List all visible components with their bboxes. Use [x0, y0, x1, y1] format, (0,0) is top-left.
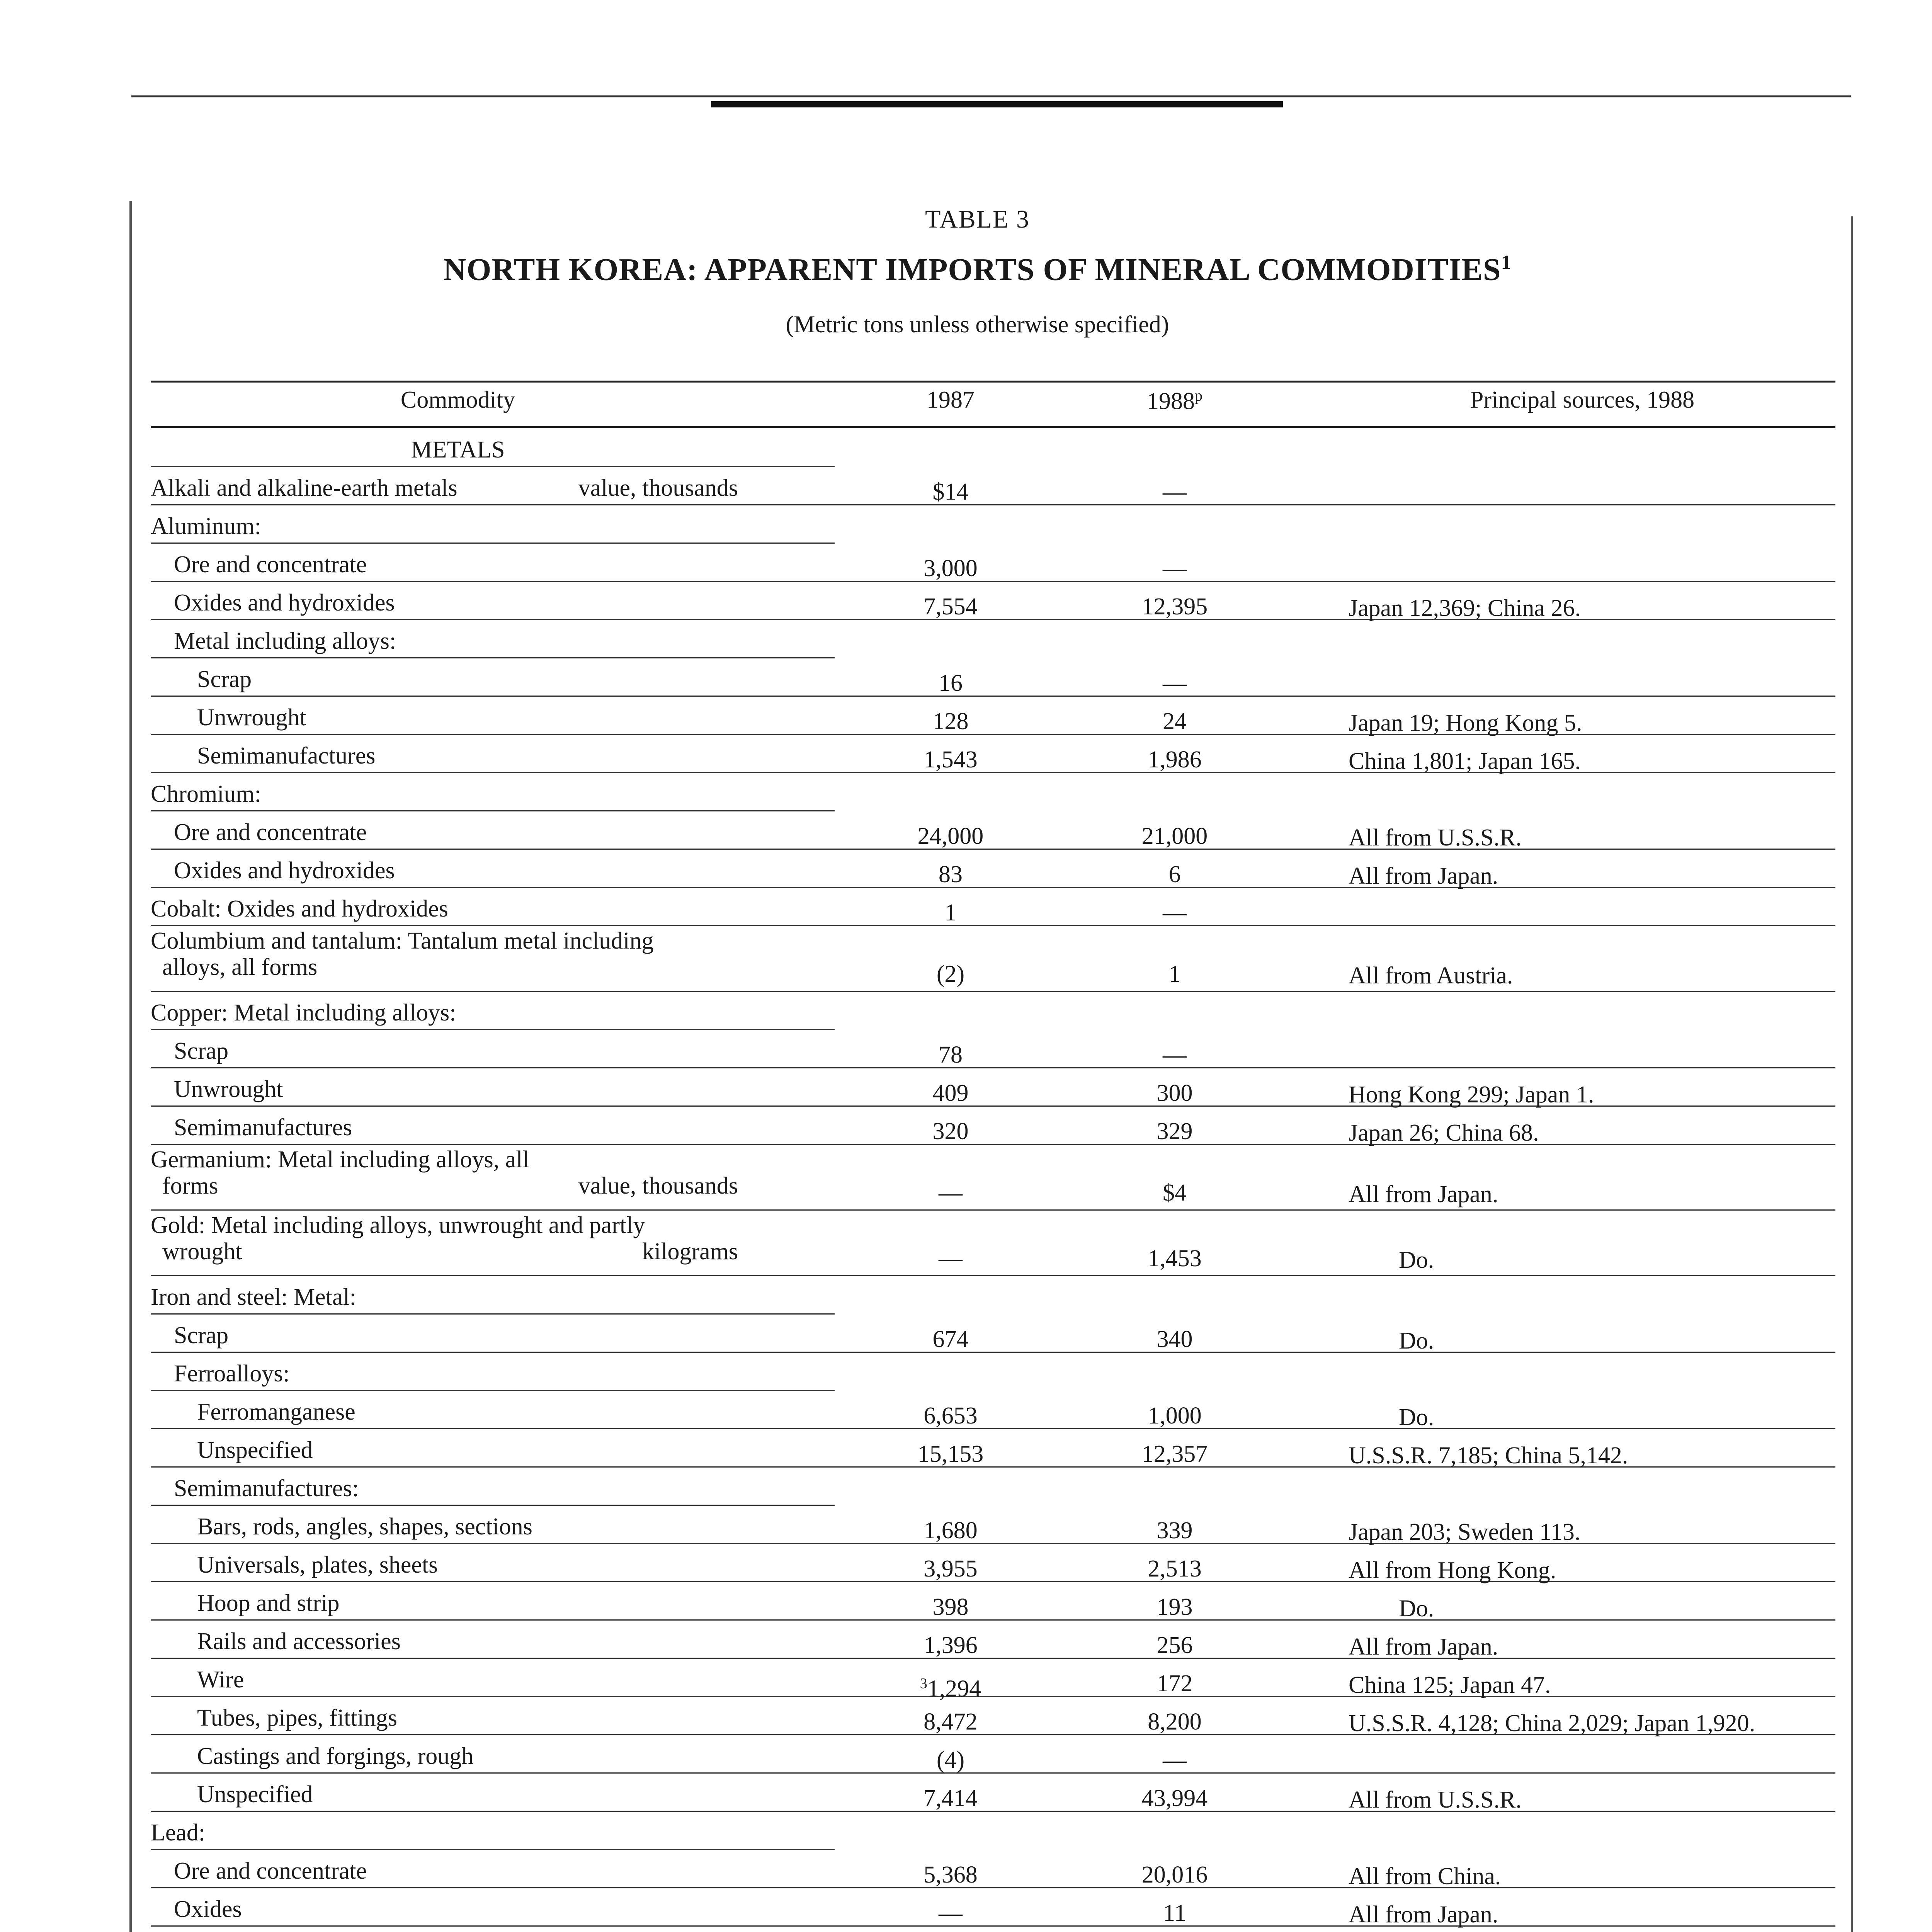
value-1987: $14	[932, 479, 969, 505]
value-1987-footnote: 3	[920, 1675, 927, 1692]
header-1988	[1055, 386, 1294, 415]
commodity-name: Ore and concentrate	[174, 1858, 367, 1884]
table-row	[0, 1621, 1932, 1659]
value-1987: 1,680	[923, 1517, 978, 1544]
principal-sources: U.S.S.R. 7,185; China 5,142.	[1349, 1442, 1628, 1469]
table-row	[0, 1812, 1932, 1850]
value-1987: 1,396	[923, 1632, 978, 1658]
table-row	[0, 1145, 1932, 1211]
table-row	[0, 582, 1932, 620]
header-1988-preliminary-mark: p	[1195, 387, 1202, 404]
value-1987: —	[939, 1900, 963, 1926]
commodity-name: Scrap	[197, 666, 252, 692]
principal-sources: All from Japan.	[1349, 1901, 1498, 1928]
table-row	[0, 1315, 1932, 1353]
principal-sources: Japan 26; China 68.	[1349, 1120, 1539, 1146]
table-row	[0, 888, 1932, 926]
header-1988-year: 1988	[1147, 388, 1195, 415]
header-commodity: Commodity	[400, 387, 515, 413]
unit-label: value, thousands	[578, 1173, 738, 1199]
principal-sources: All from Japan.	[1349, 863, 1498, 889]
table-row	[0, 1659, 1932, 1702]
principal-sources: China 1,801; Japan 165.	[1349, 748, 1581, 774]
principal-sources: Japan 12,369; China 26.	[1349, 595, 1581, 621]
value-1988: 172	[1156, 1670, 1193, 1697]
table-row	[0, 773, 1932, 811]
commodity-name: Oxides	[174, 1896, 242, 1922]
value-1988: 1	[1168, 961, 1181, 987]
commodity-name: Ferroalloys:	[174, 1361, 290, 1387]
value-1988: 256	[1156, 1632, 1193, 1658]
commodity-name: Hoop and strip	[197, 1590, 340, 1616]
commodity-name: Chromium:	[151, 781, 261, 807]
value-1988: 1,000	[1148, 1403, 1202, 1429]
principal-sources: All from Hong Kong.	[1349, 1557, 1556, 1583]
value-1988: —	[1163, 1747, 1187, 1773]
table-row	[0, 1107, 1932, 1145]
value-1987: (4)	[936, 1747, 965, 1773]
table-row	[0, 1506, 1932, 1544]
value-1988: 2,513	[1148, 1556, 1202, 1582]
principal-sources: Do.	[1399, 1328, 1434, 1354]
principal-sources: All from Japan.	[1349, 1181, 1498, 1208]
table-row	[0, 1391, 1932, 1429]
value-1988: 339	[1156, 1517, 1193, 1544]
value-1987: 15,153	[917, 1441, 984, 1467]
commodity-name: Semimanufactures	[197, 743, 376, 769]
value-1988: 20,016	[1141, 1862, 1208, 1888]
value-1987: 78	[939, 1042, 963, 1068]
top-rule-thick	[711, 101, 1283, 107]
commodity-name: Iron and steel: Metal:	[151, 1284, 356, 1310]
commodity-name-continued: alloys, all forms	[162, 954, 318, 980]
commodity-name: Ore and concentrate	[174, 551, 367, 578]
table-row	[0, 1927, 1932, 1932]
table-row	[0, 735, 1932, 773]
principal-sources: Japan 19; Hong Kong 5.	[1349, 710, 1582, 736]
principal-sources: Do.	[1399, 1247, 1434, 1273]
table-row	[0, 544, 1932, 582]
table-row	[0, 926, 1932, 992]
top-rule-thin	[131, 95, 1851, 97]
commodity-name: Scrap	[174, 1322, 229, 1349]
commodity-name: Universals, plates, sheets	[197, 1552, 438, 1578]
value-1987: (2)	[936, 961, 965, 987]
value-1987: 7,414	[923, 1785, 978, 1811]
table-row	[0, 850, 1932, 888]
commodity-name: Alkali and alkaline-earth metals	[151, 475, 457, 501]
value-1987: 6,653	[923, 1403, 978, 1429]
commodity-name: Wire	[197, 1667, 244, 1693]
value-1988: 340	[1156, 1326, 1193, 1352]
commodity-name-continued: wrought	[162, 1238, 242, 1265]
table-row	[0, 1211, 1932, 1276]
value-1988: 329	[1156, 1118, 1193, 1145]
commodity-name: Ore and concentrate	[174, 819, 367, 845]
table-row	[0, 429, 1932, 467]
commodity-name: Rails and accessories	[197, 1628, 401, 1655]
table-subtitle: (Metric tons unless otherwise specified)	[786, 311, 1169, 338]
principal-sources: All from U.S.S.R.	[1349, 825, 1522, 851]
value-1988: 1,986	[1148, 747, 1202, 773]
value-1988: 24	[1163, 708, 1187, 735]
commodity-name: Germanium: Metal including alloys, all	[151, 1146, 529, 1173]
value-1987: 3,000	[923, 555, 978, 582]
table-row	[0, 505, 1932, 544]
value-1988: 300	[1156, 1080, 1193, 1106]
table-title-text: NORTH KOREA: APPARENT IMPORTS OF MINERAL COMMODITIES	[443, 252, 1501, 287]
table-row	[0, 1429, 1932, 1468]
value-1987: 7,554	[923, 594, 978, 620]
value-1987: 674	[932, 1326, 969, 1352]
value-1988: 193	[1156, 1594, 1193, 1620]
value-1988: —	[1163, 900, 1187, 926]
value-1987: —	[939, 1245, 963, 1272]
table-row	[0, 658, 1932, 697]
value-1988: 11	[1163, 1900, 1186, 1926]
commodity-name: Scrap	[174, 1038, 229, 1064]
value-1987: 398	[932, 1594, 969, 1620]
value-1988: 21,000	[1141, 823, 1208, 849]
value-1988: —	[1163, 1042, 1187, 1068]
commodity-name: Semimanufactures	[174, 1114, 352, 1141]
commodity-name: Cobalt: Oxides and hydroxides	[151, 896, 448, 922]
table-row	[0, 1774, 1932, 1812]
commodity-name: Bars, rods, angles, shapes, sections	[197, 1514, 532, 1540]
table-label: TABLE 3	[925, 205, 1030, 233]
commodity-name: METALS	[411, 437, 505, 463]
value-1987: —	[939, 1180, 963, 1206]
value-1987: 8,472	[923, 1709, 978, 1735]
commodity-name: Copper: Metal including alloys:	[151, 1000, 456, 1026]
table-row	[0, 1850, 1932, 1888]
commodity-name: Lead:	[151, 1820, 206, 1846]
principal-sources: All from China.	[1349, 1863, 1501, 1889]
value-1987: 16	[939, 670, 963, 696]
value-1987: 5,368	[923, 1862, 978, 1888]
table-row	[0, 697, 1932, 735]
value-1987: 128	[932, 708, 969, 735]
table-row	[0, 1888, 1932, 1927]
commodity-name: Aluminum:	[151, 513, 261, 539]
table-row	[0, 1353, 1932, 1391]
table-row	[0, 1068, 1932, 1107]
header-1987: 1987	[927, 387, 975, 413]
principal-sources: China 125; Japan 47.	[1349, 1672, 1551, 1698]
table-title	[0, 251, 1932, 287]
value-1987: 24,000	[917, 823, 984, 849]
commodity-name-continued: forms	[162, 1173, 218, 1199]
value-1988: —	[1163, 479, 1187, 505]
value-1988: 6	[1168, 861, 1181, 888]
unit-label: value, thousands	[578, 475, 738, 501]
value-1988: 1,453	[1148, 1245, 1202, 1272]
value-1987: 83	[939, 861, 963, 888]
principal-sources: All from Austria.	[1349, 963, 1513, 989]
principal-sources: Do.	[1399, 1595, 1434, 1622]
value-1988: —	[1163, 555, 1187, 582]
principal-sources: Japan 203; Sweden 113.	[1349, 1519, 1581, 1545]
table-row	[0, 1735, 1932, 1774]
table-row	[0, 1468, 1932, 1506]
header-principal-sources: Principal sources, 1988	[1470, 387, 1695, 413]
commodity-name: Castings and forgings, rough	[197, 1743, 474, 1769]
commodity-name: Unspecified	[197, 1781, 313, 1808]
header-rule-bottom	[151, 426, 1835, 428]
value-1987: 320	[932, 1118, 969, 1145]
commodity-name: Metal including alloys:	[174, 628, 396, 654]
table-row	[0, 992, 1932, 1030]
value-1988: 8,200	[1148, 1709, 1202, 1735]
table-row	[0, 1582, 1932, 1621]
value-1988: —	[1163, 670, 1187, 696]
commodity-name: Tubes, pipes, fittings	[197, 1705, 397, 1731]
principal-sources: All from Japan.	[1349, 1634, 1498, 1660]
unit-label: kilograms	[642, 1238, 738, 1265]
value-1987: 1	[944, 900, 957, 926]
commodity-name: Unspecified	[197, 1437, 313, 1463]
commodity-name: Oxides and hydroxides	[174, 590, 395, 616]
commodity-name: Semimanufactures:	[174, 1475, 359, 1502]
commodity-name: Columbium and tantalum: Tantalum metal including	[151, 928, 654, 954]
commodity-name: Unwrought	[197, 704, 306, 731]
table-row	[0, 467, 1932, 505]
table-title-footnote: 1	[1501, 252, 1512, 274]
table-row	[0, 1697, 1932, 1735]
value-1987: 409	[932, 1080, 969, 1106]
principal-sources: All from U.S.S.R.	[1349, 1787, 1522, 1813]
commodity-name: Gold: Metal including alloys, unwrought and partly	[151, 1212, 645, 1238]
commodity-name: Unwrought	[174, 1076, 283, 1102]
value-1988: 43,994	[1141, 1785, 1208, 1811]
table-row	[0, 1544, 1932, 1582]
value-1987: 1,543	[923, 747, 978, 773]
principal-sources: U.S.S.R. 4,128; China 2,029; Japan 1,920.	[1349, 1710, 1755, 1736]
commodity-name: Oxides and hydroxides	[174, 857, 395, 884]
principal-sources: Hong Kong 299; Japan 1.	[1349, 1082, 1594, 1108]
value-1987: 3,955	[923, 1556, 978, 1582]
table-row	[0, 620, 1932, 658]
principal-sources: Do.	[1399, 1404, 1434, 1430]
table-row	[0, 1276, 1932, 1315]
table-row	[0, 811, 1932, 850]
value-1988: 12,357	[1141, 1441, 1208, 1467]
table-row	[0, 1030, 1932, 1068]
commodity-name: Ferromanganese	[197, 1399, 355, 1425]
value-1988: 12,395	[1141, 594, 1208, 620]
value-1988: $4	[1163, 1180, 1187, 1206]
header-rule-top	[151, 381, 1835, 383]
value-1987: $^3$1,294	[920, 1675, 981, 1702]
